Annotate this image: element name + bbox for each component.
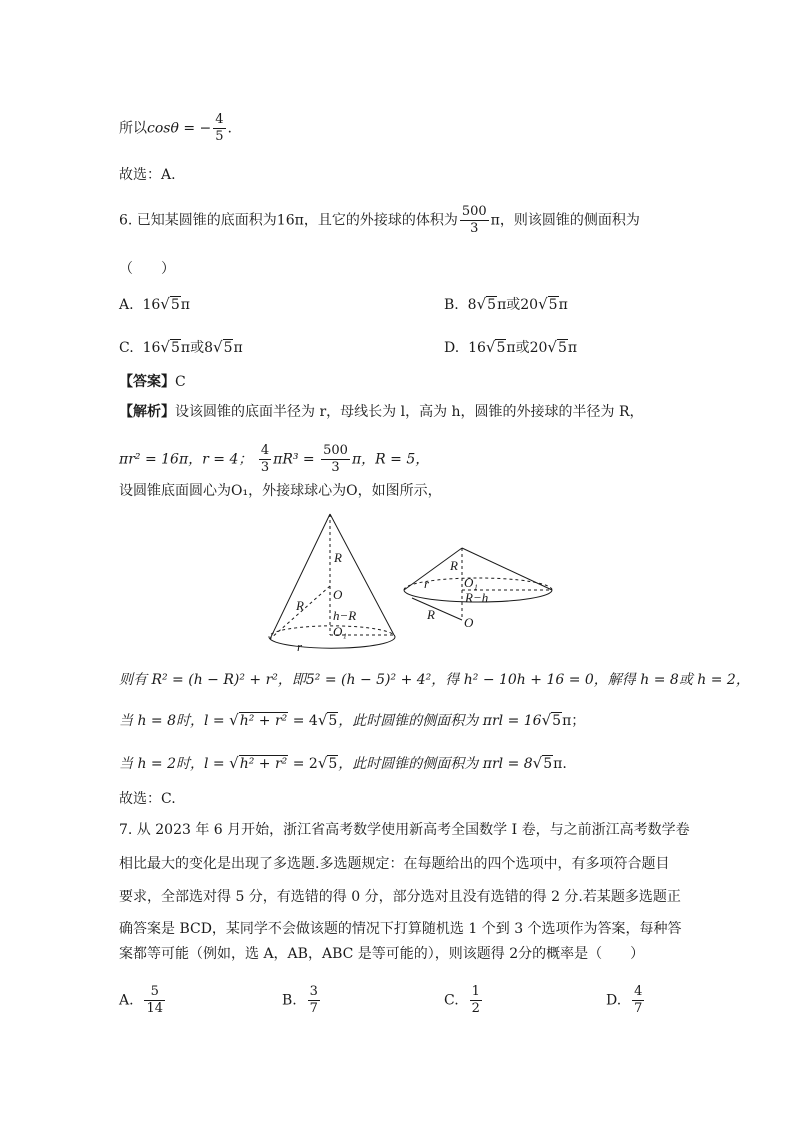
radicand: 5 xyxy=(543,756,553,772)
cos-expression: cosθ = − xyxy=(147,120,212,137)
option-text: π或8 xyxy=(180,340,213,356)
q6-answer-line: 故选：C. xyxy=(119,791,176,807)
radicand: 5 xyxy=(170,340,180,356)
fraction-500-3 xyxy=(321,443,350,476)
q7-option-a xyxy=(119,984,167,1017)
label-R-top: R xyxy=(334,550,342,565)
radicand: 5 xyxy=(552,713,562,729)
q6-option-a: A. 16√5π xyxy=(119,295,190,313)
radicand: 5 xyxy=(557,340,567,356)
option-fraction xyxy=(632,984,644,1017)
frac-den: 5 xyxy=(215,129,224,144)
label-O1: O₁ xyxy=(464,575,478,590)
q7-option-b xyxy=(282,984,322,1017)
q7-line-2: 相比最大的变化是出现了多选题.多选题规定：在每题给出的四个选项中，有多项符合题目 xyxy=(119,856,670,872)
q7-option-c xyxy=(444,984,484,1017)
radicand: h² + r² xyxy=(239,713,288,729)
radicand: 5 xyxy=(496,340,506,356)
option-label: D. xyxy=(606,992,622,1009)
prev-answer: 故选：A. xyxy=(119,167,176,183)
option-text: π xyxy=(180,297,190,313)
q6-center-line: 设圆锥底面圆心为O₁，外接球球心为O，如图所示， xyxy=(119,483,442,499)
option-text: π xyxy=(233,340,243,356)
text-so: 所以 xyxy=(119,120,147,137)
q6-option-c: C. 16√5π或8√5π xyxy=(119,338,243,356)
q6-volume-fraction xyxy=(460,204,489,237)
option-label: B. xyxy=(444,297,459,313)
case-text: π. xyxy=(553,756,567,772)
option-label: C. xyxy=(444,992,459,1009)
radicand: h² + r² xyxy=(239,756,288,772)
label-O1: O₁ xyxy=(333,624,347,639)
flat-cone-figure xyxy=(404,548,552,630)
option-text: 16 xyxy=(142,297,161,313)
q7-line-5: 案都等可能（例如，选 A，AB，ABC 是等可能的），则该题得 2分的概率是（ ） xyxy=(119,946,645,962)
frac-den: 3 xyxy=(331,460,340,475)
label-R-low: R xyxy=(427,607,435,622)
label-R-top: R xyxy=(450,558,458,573)
frac-den: 3 xyxy=(260,460,270,475)
radicand: 5 xyxy=(170,297,180,313)
eq-part: π，R = 5， xyxy=(351,451,430,468)
option-text: 8 xyxy=(467,297,477,313)
q7-line-3: 要求，全部选对得 5 分，有选错的得 0 分，部分选对且没有选错的得 2 分.若某题多选题正 xyxy=(119,889,681,905)
radicand: 5 xyxy=(548,297,558,313)
analysis-text: 设该圆锥的底面半径为 r，母线长为 l，高为 h，圆锥的外接球的半径为 R， xyxy=(175,404,644,420)
label-R-left: R xyxy=(296,598,304,613)
case-text: = 2 xyxy=(288,756,318,772)
option-label: B. xyxy=(282,992,297,1009)
answer-tag: 【答案】 xyxy=(119,374,175,390)
option-text: π xyxy=(558,297,568,313)
q7-option-d xyxy=(606,984,646,1017)
q6-equation-1 xyxy=(119,443,429,476)
frac-den: 7 xyxy=(634,1001,643,1016)
option-text: π或20 xyxy=(497,297,539,313)
cone-figures xyxy=(262,508,572,658)
q6-option-b: B. 8√5π或20√5π xyxy=(444,295,568,313)
frac-num: 500 xyxy=(461,204,487,219)
q6-analysis xyxy=(119,405,644,419)
option-label: C. xyxy=(119,340,134,356)
frac-den: 7 xyxy=(309,1001,318,1016)
prev-conclusion xyxy=(119,112,232,145)
frac-num: 1 xyxy=(471,984,480,999)
option-fraction xyxy=(470,984,482,1017)
case-text: 当 h = 2时，l = xyxy=(119,756,230,772)
q6-case-1: 当 h = 8时，l = √h² + r² = 4√5，此时圆锥的侧面积为 πrl = 16√5π； xyxy=(119,711,586,729)
fraction-4-3 xyxy=(259,443,271,476)
option-text: 16 xyxy=(468,340,486,356)
q6-case-2: 当 h = 2时，l = √h² + r² = 2√5，此时圆锥的侧面积为 πrl = 8√5π. xyxy=(119,754,567,772)
answer-value: C xyxy=(175,374,186,390)
tall-cone-figure xyxy=(269,514,395,654)
text-period: . xyxy=(227,120,232,137)
q6-answer xyxy=(119,375,186,389)
option-label: D. xyxy=(444,340,460,356)
frac-num: 5 xyxy=(144,984,165,1001)
label-r: r xyxy=(297,639,303,654)
frac-num: 4 xyxy=(215,112,224,127)
q6-stem xyxy=(119,204,640,237)
case-text: ，此时圆锥的侧面积为 πrl = 8 xyxy=(338,756,533,772)
frac-num: 500 xyxy=(323,443,348,458)
option-fraction xyxy=(308,984,320,1017)
radicand: 5 xyxy=(328,713,338,729)
eq-part: πr² = 16π，r = 4； xyxy=(119,451,253,468)
option-label: A. xyxy=(119,992,134,1009)
fraction-4-5 xyxy=(213,112,225,145)
q7-line-4: 确答案是 BCD，某同学不会做该题的情况下打算随机选 1 个到 3 个选项作为答案，每种答 xyxy=(119,921,682,937)
option-fraction xyxy=(144,984,165,1017)
radicand: 5 xyxy=(223,340,233,356)
label-h-minus-R: h−R xyxy=(333,608,357,623)
case-text: π； xyxy=(562,713,586,729)
label-O: O xyxy=(464,615,474,630)
case-text: = 4 xyxy=(288,713,318,729)
frac-num: 3 xyxy=(309,984,318,999)
option-text: π xyxy=(567,340,578,356)
option-text: 16 xyxy=(142,340,161,356)
q6-stem-a: 6. 已知某圆锥的底面积为16π，且它的外接球的体积为 xyxy=(119,212,458,229)
radicand: 5 xyxy=(328,756,338,772)
radicand: 5 xyxy=(487,297,497,313)
frac-num: 4 xyxy=(260,443,270,458)
frac-den: 3 xyxy=(470,221,479,236)
label-O: O xyxy=(333,587,343,602)
option-label: A. xyxy=(119,297,134,313)
frac-num: 4 xyxy=(634,984,643,999)
q7-line-1: 7. 从 2023 年 6 月开始，浙江省高考数学使用新高考全国数学 I 卷，与之前浙江高考数学卷 xyxy=(119,822,690,838)
label-r: r xyxy=(424,576,430,591)
option-text: π或20 xyxy=(506,340,548,356)
label-R-minus-h: R−h xyxy=(465,590,489,605)
case-text: 当 h = 8时，l = xyxy=(119,713,230,729)
q6-paren: （ ） xyxy=(119,261,175,277)
q6-stem-b: π，则该圆锥的侧面积为 xyxy=(490,212,640,229)
analysis-tag: 【解析】 xyxy=(119,404,175,420)
frac-den: 2 xyxy=(471,1001,480,1016)
frac-den: 14 xyxy=(146,1001,164,1016)
case-text: ，此时圆锥的侧面积为 πrl = 16 xyxy=(338,713,542,729)
eq-part: πR³ = xyxy=(273,451,315,468)
q6-then-line: 则有 R² = (h − R)² + r²，即5² = (h − 5)² + 4²，得 h² − 10h + 16 = 0，解得 h = 8或 h = 2， xyxy=(119,672,750,688)
q6-option-d: D. 16√5π或20√5π xyxy=(444,338,578,356)
